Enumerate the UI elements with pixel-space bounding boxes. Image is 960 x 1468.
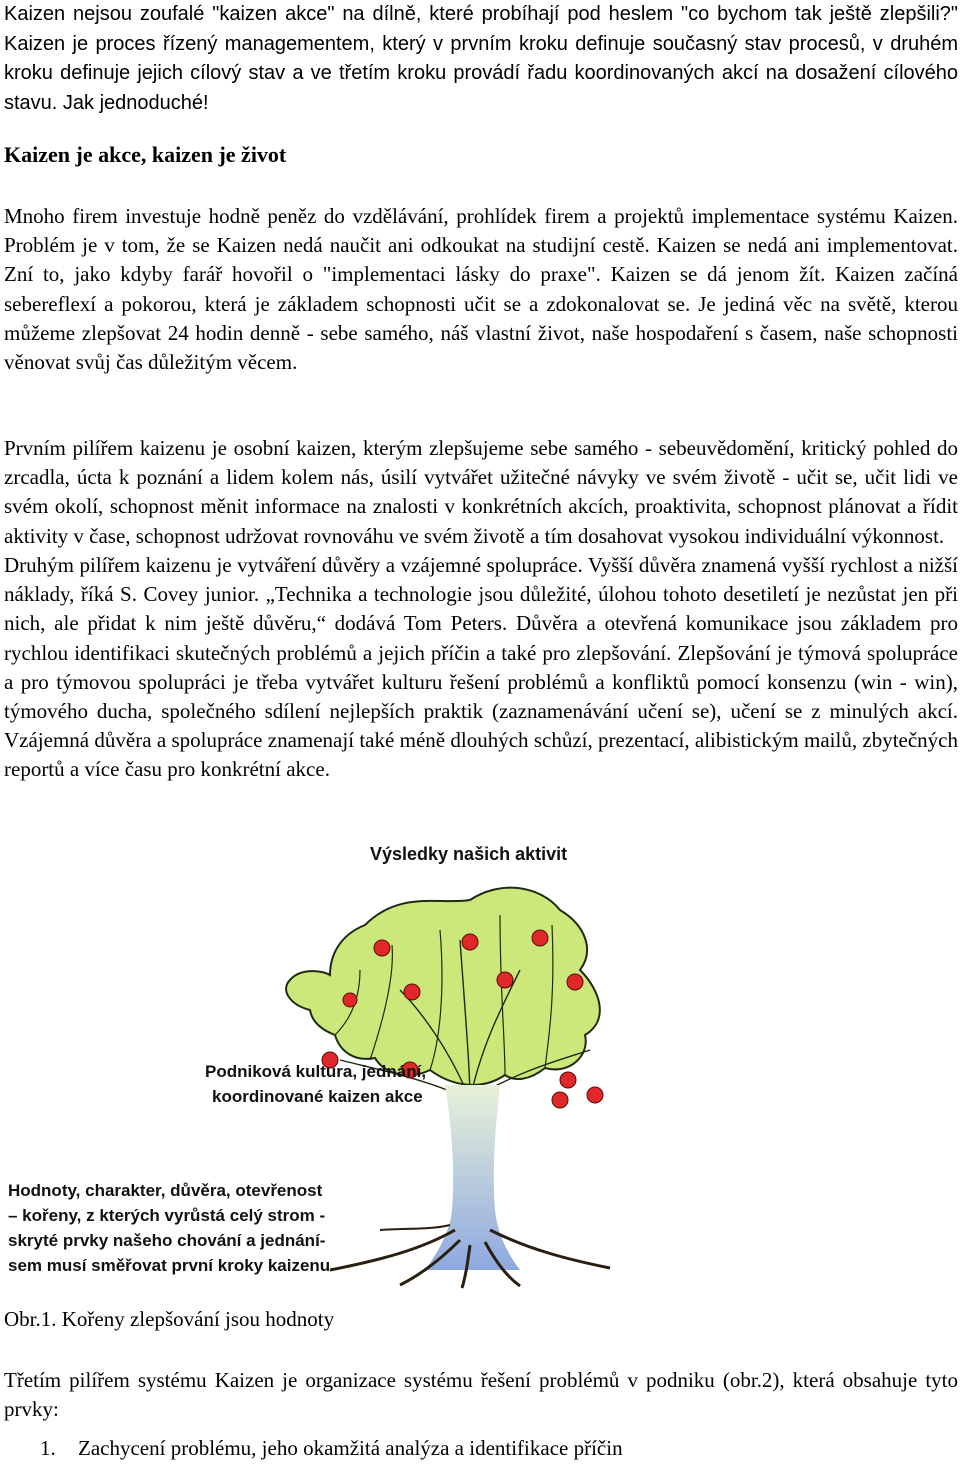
fruit-apple (532, 930, 548, 946)
fruit-apple (560, 1072, 576, 1088)
paragraph-4: Třetím pilířem systému Kaizen je organizace systému řešení problémů v podniku (obr.2), která obsahuje tyto prvky: (4, 1368, 958, 1422)
figure-caption: Obr.1. Kořeny zlepšování jsou hodnoty (4, 1307, 335, 1331)
figure-label-top: Výsledky našich aktivit (370, 844, 568, 864)
fruit-apple (587, 1087, 603, 1103)
paragraph-1: Mnoho firem investuje hodně peněz do vzdělávání, prohlídek firem a projektů implementace systému Kaizen. Problém je v tom, že se Kaizen nedá naučit ani odkoukat na studijní cestě. Kaizen se nedá ani implementovat. Zní to, jako kdyby farář hovořil o "implementaci lásky do praxe". Kaizen se dá jenom žít. Kaizen začíná sebereflexí a pokorou, která je základem schopnosti učit se a zdokonalovat se. Je jediná věc na světě, kterou můžeme zlepšovat 24 hodin denně - sebe samého, náš vlastní život, naše hospodaření s časem, naše schopnosti věnovat svůj čas důležitým věcem. (4, 204, 958, 375)
figure-label-bottom-1: Hodnoty, charakter, důvěra, otevřenost (8, 1181, 323, 1200)
figure-label-bottom-2: – kořeny, z kterých vyrůstá celý strom - (8, 1206, 326, 1225)
tree-illustration (0, 830, 620, 1290)
figure-label-bottom-3: skryté prvky našeho chování a jednání- (8, 1231, 326, 1250)
paragraph-2: Prvním pilířem kaizenu je osobní kaizen, kterým zlepšujeme sebe samého - sebeuvědomění, kritický pohled do zrcadla, úcta k poznání a lidem kolem nás, úsilí vytvářet užitečné návyky ve svém životě - učit se, učit lidi ve svém okolí, schopnost měnit informace na znalosti v konkrétních akcích, proaktivita, schopnost plánovat a řídit aktivity v čase, schopnost udržovat rovnováhu ve svém životě a tím dosahovat vysokou individuální výkonnost. (4, 436, 958, 548)
fruit-apple (343, 993, 357, 1007)
list-item-text: Zachycení problému, jeho okamžitá analýza a identifikace příčin (78, 1436, 623, 1460)
fruit-apple (404, 984, 420, 1000)
figure-label-middle-1: Podniková kultura, jednání, (205, 1062, 427, 1081)
fruit-apple (462, 934, 478, 950)
intro-paragraph: Kaizen nejsou zoufalé "kaizen akce" na dílně, které probíhají pod heslem "co bychom tak ještě zlepšili?" Kaizen je proces řízený managementem, který v prvním kroku definuje současný stav procesů, v druhém kroku definuje jejich cílový stav a ve třetím kroku provádí řadu koordinovaných akcí na dosažení cílového stavu. Jak jednoduché! (4, 3, 958, 114)
section-heading: Kaizen je akce, kaizen je život (4, 142, 287, 167)
tree-trunk (425, 1085, 520, 1270)
figure-label-middle-2: koordinované kaizen akce (212, 1087, 423, 1106)
list-item (40, 1436, 623, 1461)
fruit-apple (374, 940, 390, 956)
paragraph-3: Druhým pilířem kaizenu je vytváření důvěry a vzájemné spolupráce. Vyšší důvěra znamená vyšší rychlost a nižší náklady, říká S. Covey junior. „Technika a technologie jsou důležité, úlohou tohoto desetiletí je nezůstat jen při nich, ale přidat k nim ještě důvěru,“ dodává Tom Peters. Důvěra a otevřená komunikace jsou základem pro rychlou identifikaci skutečných problémů a jejich příčin a také pro zlepšování. Zlepšování je týmová spolupráce a pro týmovou spolupráci je třeba vytvářet kulturu řešení problémů a konfliktů pomocí konsenzu (win - win), týmového ducha, společného sdílení nejlepších praktik (zaznamenávání učení se), učení se z minulých akcí. Vzájemná důvěra a spolupráce znamenají také méně dlouhých schůzí, prezentací, alibistickým mailů, zbytečných reportů a více času pro konkrétní akce. (4, 553, 958, 782)
fruit-apple (552, 1092, 568, 1108)
figure-label-bottom-4: sem musí směřovat první kroky kaizenu (8, 1256, 331, 1275)
list-item-number: 1. (40, 1436, 56, 1460)
root-6 (380, 1225, 450, 1230)
fruit-apple (567, 974, 583, 990)
tree-figure (0, 830, 620, 1290)
fruit-apple (497, 972, 513, 988)
